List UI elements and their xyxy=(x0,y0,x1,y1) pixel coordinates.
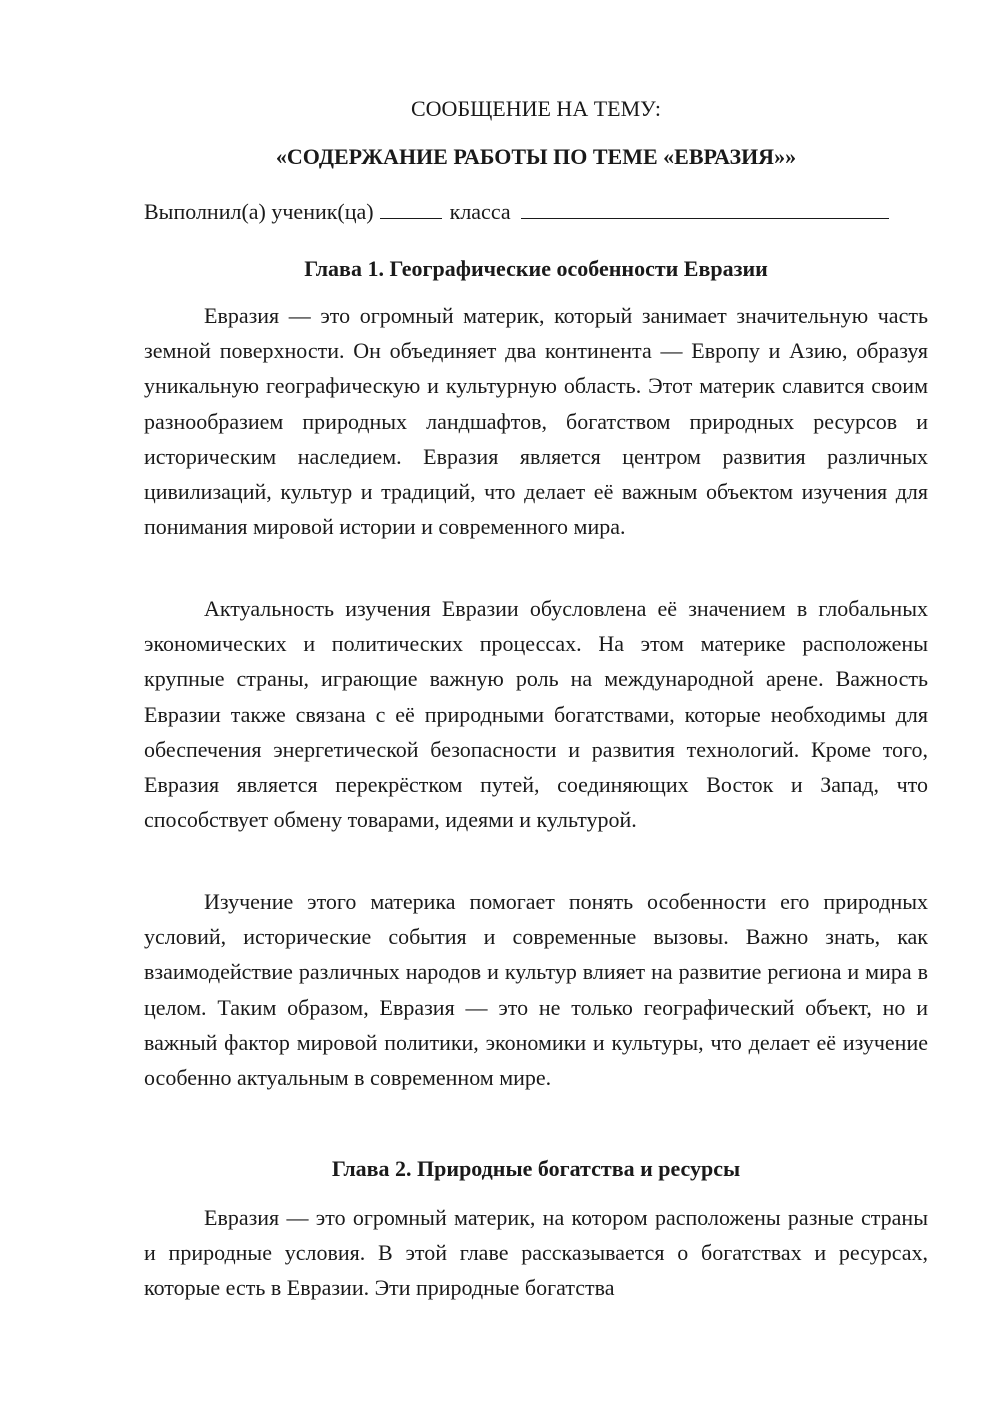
author-line xyxy=(144,198,928,226)
author-class-label: класса xyxy=(449,199,511,224)
chapter-2-heading: Глава 2. Природные богатства и ресурсы xyxy=(331,1156,741,1181)
student-name-blank xyxy=(521,198,889,219)
chapter-1-paragraph-2: Актуальность изучения Евразии обусловлена её значением в глобальных экономических и политических процессах. На этом материке расположены крупные страны, играющие важную роль на международной арене. Важность Евразии также связана с её природными богатствами, которые необходимы для обеспечения энергетической безопасности и развития технологий. Кроме того, Евразия является перекрёстком путей, соединяющих Восток и Запад, что способствует обмену товарами, идеями и культурой. xyxy=(144,596,928,833)
chapter-1-paragraph-1: Евразия — это огромный материк, который занимает значительную часть земной поверхности. Он объединяет два континента — Европу и Азию, образуя уникальную географическую и культурную область. Этот материк славится своим разнообразием природных ландшафтов, богатством природных ресурсов и историческим наследием. Евразия является центром развития различных цивилизаций, культур и традиций, что делает её важным объектом изучения для понимания мировой истории и современного мира. xyxy=(144,303,928,540)
chapter-2-paragraph-1: Евразия — это огромный материк, на котором расположены разные страны и природные условия. В этой главе рассказывается о богатствах и ресурсах, которые есть в Евразии. Эти природные богатства xyxy=(144,1205,928,1301)
class-number-blank xyxy=(380,198,442,219)
author-prefix: Выполнил(а) ученик(ца) xyxy=(144,199,374,224)
report-topic-title: «СОДЕРЖАНИЕ РАБОТЫ ПО ТЕМЕ «ЕВРАЗИЯ»» xyxy=(275,144,797,169)
chapter-1-heading: Глава 1. Географические особенности Евразии xyxy=(304,256,768,281)
chapter-1-paragraph-3: Изучение этого материка помогает понять особенности его природных условий, исторические события и современные вызовы. Важно знать, как взаимодействие различных народов и культур влияет на развитие региона и мира в целом. Таким образом, Евразия — это не только географический объект, но и важный фактор мировой политики, экономики и культуры, что делает её изучение особенно актуальным в современном мире. xyxy=(144,889,928,1091)
report-type-title: СООБЩЕНИЕ НА ТЕМУ: xyxy=(411,96,661,121)
